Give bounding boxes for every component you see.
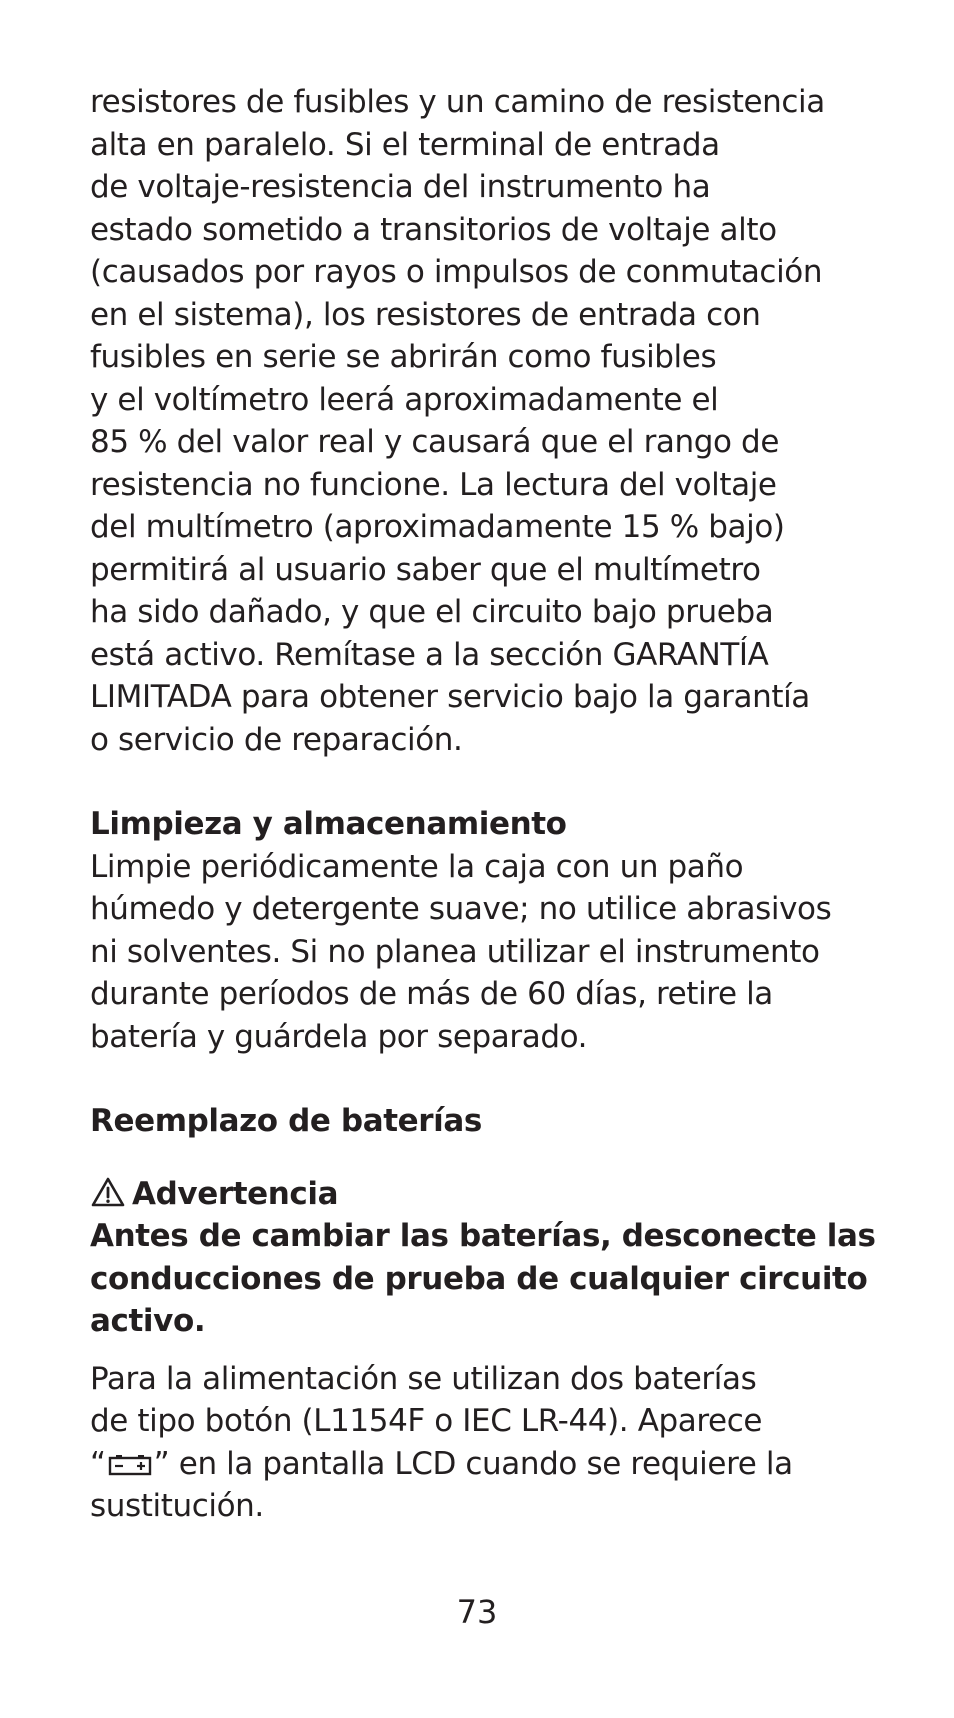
warning-text-line: Antes de cambiar las baterías, desconecte las (90, 1218, 876, 1254)
text-after-icon: ” en la pantalla LCD cuando se requiere la (153, 1445, 793, 1482)
text-line: y el voltímetro leerá aproximadamente el (90, 381, 719, 418)
low-battery-icon (108, 1454, 152, 1476)
text-line: resistores de fusibles y un camino de resistencia (90, 84, 825, 120)
text-line: Limpie periódicamente la caja con un paño (90, 848, 744, 885)
text-line: está activo. Remítase a la sección GARANTÍA (90, 636, 769, 673)
text-line: batería y guárdela por separado. (90, 1018, 588, 1055)
text-line: ni solventes. Si no planea utilizar el instrumento (90, 933, 820, 970)
text-line: permitirá al usuario saber que el multímetro (90, 551, 761, 588)
warning-text-line: conducciones de prueba de cualquier circuito (90, 1260, 868, 1297)
open-quote: “ (90, 1445, 106, 1482)
text-line: alta en paralelo. Si el terminal de entrada (90, 126, 720, 163)
text-line: húmedo y detergente suave; no utilice abrasivos (90, 891, 832, 927)
text-line: estado sometido a transitorios de voltaje alto (90, 211, 777, 248)
text-line: de voltaje-resistencia del instrumento ha (90, 169, 711, 205)
page-content (90, 81, 890, 1528)
warning-triangle-icon (90, 1176, 126, 1208)
text-line: del multímetro (aproximadamente 15 % bajo) (90, 509, 785, 545)
cleaning-heading: Limpieza y almacenamiento (90, 806, 567, 842)
text-line: sustitución. (90, 1488, 264, 1524)
warning-title-text: Advertencia (132, 1175, 339, 1212)
text-line: en el sistema), los resistores de entrada con (90, 296, 761, 333)
text-line: resistencia no funcione. La lectura del voltaje (90, 466, 777, 503)
text-line: o servicio de reparación. (90, 721, 463, 758)
warning-text-line: activo. (90, 1303, 206, 1339)
cleaning-section (90, 803, 890, 1058)
text-line: 85 % del valor real y causará que el rango de (90, 424, 780, 460)
text-line (90, 1443, 890, 1486)
battery-heading: Reemplazo de baterías (90, 1103, 482, 1139)
text-line: Para la alimentación se utilizan dos baterías (90, 1360, 757, 1397)
text-line: ha sido dañado, y que el circuito bajo prueba (90, 594, 774, 630)
text-line: (causados por rayos o impulsos de conmutación (90, 254, 823, 290)
intro-paragraph (90, 81, 890, 761)
text-line: fusibles en serie se abrirán como fusibles (90, 339, 717, 375)
text-line: durante períodos de más de 60 días, retire la (90, 976, 773, 1012)
warning-title (90, 1173, 890, 1216)
text-line: LIMITADA para obtener servicio bajo la garantía (90, 679, 810, 715)
battery-section (90, 1100, 890, 1528)
page-number: 73 (456, 1593, 498, 1631)
text-line: de tipo botón (L1154F o IEC LR-44). Aparece (90, 1403, 763, 1439)
